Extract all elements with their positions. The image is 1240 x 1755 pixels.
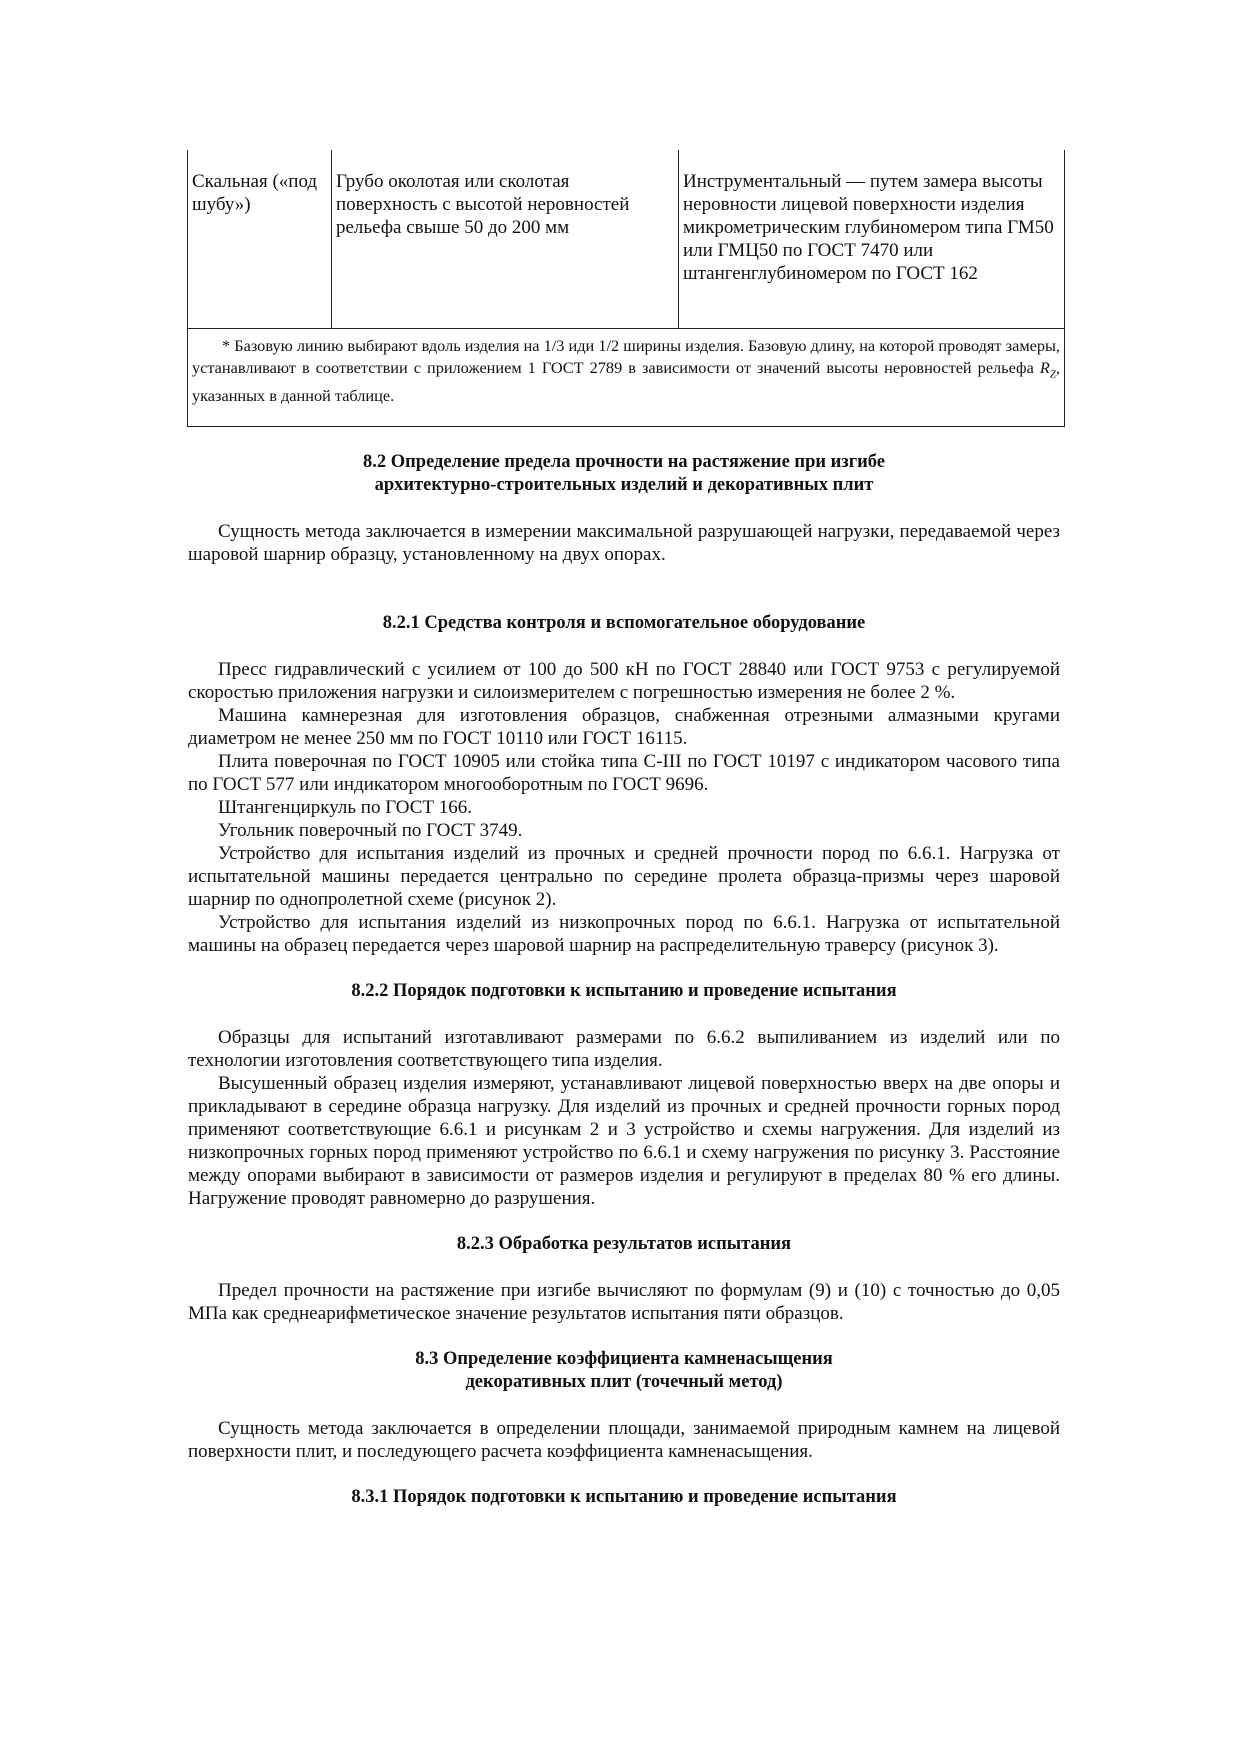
section-8-3-title-line2: декоративных плит (точечный метод) [465, 1372, 783, 1393]
section-8-3-1-title: 8.3.1 Порядок подготовки к испытанию и проведение испытания [351, 1487, 897, 1508]
section-8-2-title-line2: архитектурно-строительных изделий и декоративных плит [374, 475, 874, 496]
footnote-tail: , указанных в данной таблице. [192, 358, 1060, 406]
paragraph: Устройство для испытания изделий из низкопрочных пород по 6.6.1. Нагрузка от испытательной машины на образец передается через шаровой шарнир на распределительную траверсу (рисунок 3). [188, 912, 1060, 957]
paragraph: Сущность метода заключается в определении площади, занимаемой природным камнем на лицевой поверхности плит, и последующего расчета коэффициента камненасыщения. [188, 1418, 1060, 1463]
rz-symbol-main: R [1039, 358, 1050, 377]
table-note-row [188, 329, 1065, 427]
paragraph: Штангенциркуль по ГОСТ 166. [218, 797, 472, 819]
table-footnote [188, 329, 1065, 427]
table-cell-type: Скальная («под шубу») [188, 150, 332, 329]
table-cell-method: Инструментальный — путем замера высоты неровности лицевой поверхности изделия микрометрическим глубиномером типа ГМ50 или ГМЦ50 по ГОСТ 7470 или штангенглубиномером по ГОСТ 162 [679, 150, 1065, 329]
table-row [188, 150, 1065, 329]
paragraph: Пресс гидравлический с усилием от 100 до 500 кН по ГОСТ 28840 или ГОСТ 9753 с регулируемой скоростью приложения нагрузки и силоизмерителем с погрешностью измерения не более 2 %. [188, 659, 1060, 704]
footnote-text: * Базовую линию выбирают вдоль изделия на 1/3 иди 1/2 ширины изделия. Базовую длину, на которой проводят замеры, устанавливают в соответствии с приложением 1 ГОСТ 2789 в зависимости от значений высоты неровностей рельефа [192, 336, 1060, 377]
paragraph: Высушенный образец изделия измеряют, устанавливают лицевой поверхностью вверх на две опоры и прикладывают в середине образца нагрузку. Для изделий из прочных и средней прочности горных пород применяют соответствующие 6.6.1 и рисункам 2 и 3 устройство и схемы нагружения. Для изделий из низкопрочных горных пород применяют устройство по 6.6.1 и схему нагружения по рисунку 3. Расстояние между опорами выбирают в зависимости от размеров изделия и регулируют в пределах 80 % его длины. Нагружение проводят равномерно до разрушения. [188, 1073, 1060, 1210]
rz-symbol [1039, 358, 1056, 381]
paragraph: Угольник поверочный по ГОСТ 3749. [218, 820, 523, 842]
rz-symbol-sub: Z [1049, 368, 1056, 381]
paragraph: Предел прочности на растяжение при изгибе вычисляют по формулам (9) и (10) с точностью до 0,05 МПа как среднеарифметическое значение результатов испытания пяти образцов. [188, 1280, 1060, 1325]
document-page [188, 150, 1060, 1509]
paragraph: Образцы для испытаний изготавливают размерами по 6.6.2 выпиливанием из изделий или по технологии изготовления соответствующего типа изделия. [188, 1027, 1060, 1072]
section-8-3-title-line1: 8.3 Определение коэффициента камненасыщения [415, 1349, 833, 1370]
section-8-2-1-title: 8.2.1 Средства контроля и вспомогательное оборудование [382, 613, 866, 634]
table-cell-description: Грубо околотая или сколотая поверхность с высотой неровностей рельефа свыше 50 до 200 мм [332, 150, 679, 329]
section-8-2-title-line1: 8.2 Определение предела прочности на растяжение при изгибе [362, 452, 886, 473]
section-8-2-paragraph: Сущность метода заключается в измерении максимальной разрушающей нагрузки, передаваемой через шаровой шарнир образцу, установленному на двух опорах. [188, 521, 1060, 566]
roughness-table [187, 150, 1065, 427]
paragraph: Устройство для испытания изделий из прочных и средней прочности пород по 6.6.1. Нагрузка от испытательной машины передается центрально по середине пролета образца-призмы через шаровой шарнир по однопролетной схеме (рисунок 2). [188, 843, 1060, 911]
section-8-2-2-title: 8.2.2 Порядок подготовки к испытанию и проведение испытания [351, 981, 897, 1002]
section-8-2-3-title: 8.2.3 Обработка результатов испытания [456, 1234, 792, 1255]
paragraph: Плита поверочная по ГОСТ 10905 или стойка типа С-III по ГОСТ 10197 с индикатором часового типа по ГОСТ 577 или индикатором многооборотным по ГОСТ 9696. [188, 751, 1060, 796]
paragraph: Машина камнерезная для изготовления образцов, снабженная отрезными алмазными кругами диаметром не менее 250 мм по ГОСТ 10110 или ГОСТ 16115. [188, 705, 1060, 750]
section-8-3-title [188, 1348, 1060, 1394]
section-8-2-title [188, 451, 1060, 497]
